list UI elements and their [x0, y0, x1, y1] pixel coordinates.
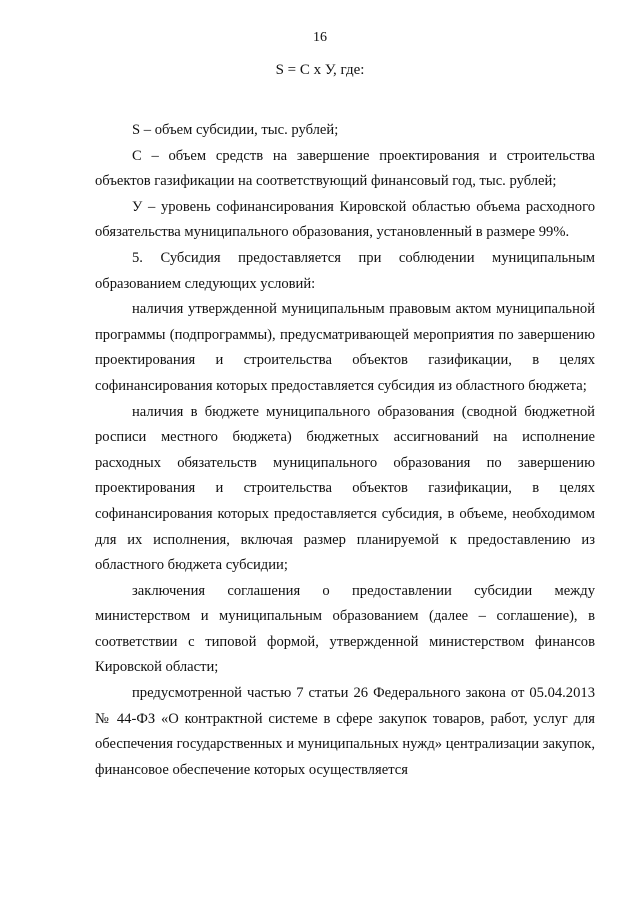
condition-budget: наличия в бюджете муниципального образования (сводной бюджетной росписи местного бюджета) бюджетных ассигнований на исполнение расходных обязательств муниципального образования по завершению проектирования и строительства объектов газификации, в целях софинансирования которых предоставляется субсидия, в объеме, необходимом для их исполнения, включая размер планируемой к предоставлению из областного бюджета субсидии;	[95, 403, 595, 574]
document-body	[95, 118, 595, 783]
condition-procurement: предусмотренной частью 7 статьи 26 Федерального закона от 05.04.2013 № 44-ФЗ «О контрактной системе в сфере закупок товаров, работ, услуг для обеспечения государственных и муниципальных нужд» централизации закупок, финансовое обеспечение которых осуществляется	[95, 685, 595, 778]
definition-u: У – уровень софинансирования Кировской областью объема расходного обязательства муниципального образования, установленный в размере 99%.	[95, 198, 595, 241]
condition-agreement: заключения соглашения о предоставлении субсидии между министерством и муниципальным образованием (далее – соглашение), в соответствии с типовой формой, утвержденной министерством финансов Кировской области;	[95, 582, 595, 676]
subsidy-formula: S = С х У, где:	[275, 62, 365, 78]
clause-5: 5. Субсидия предоставляется при соблюдении муниципальным образованием следующих условий:	[95, 249, 595, 292]
condition-program: наличия утвержденной муниципальным правовым актом муниципальной программы (подпрограммы), предусматривающей мероприятия по завершению проектирования и строительства объектов газификации, в целях софинансирования которых предоставляется субсидия из областного бюджета;	[95, 301, 595, 394]
page-number: 16	[313, 30, 327, 45]
definition-c: С – объем средств на завершение проектирования и строительства объектов газификации на соответствующий финансовый год, тыс. рублей;	[95, 147, 595, 190]
definition-s: S – объем субсидии, тыс. рублей;	[132, 122, 339, 138]
